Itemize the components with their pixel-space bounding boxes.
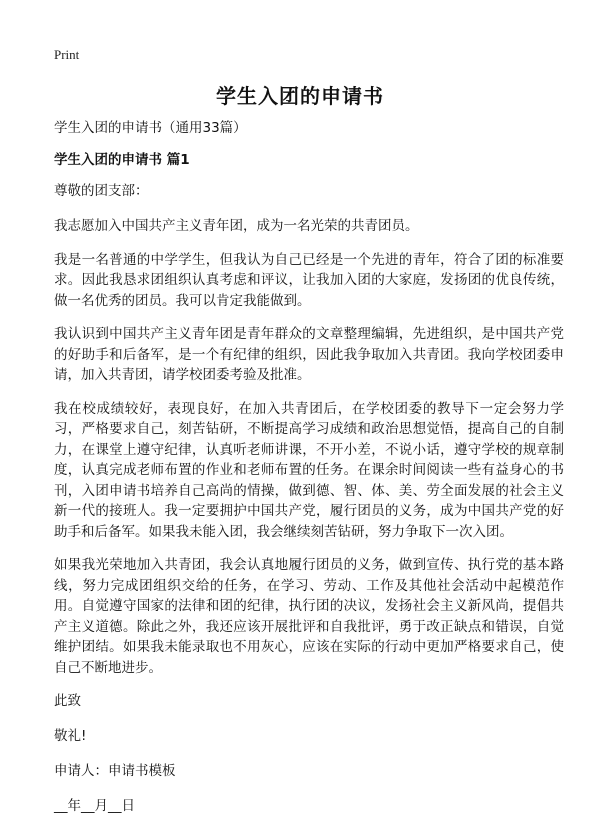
paragraph: 我认识到中国共产主义青年团是青年群众的文章整理编辑，先进组织，是中国共产党的好助手和后备军，是一个有纪律的组织，因此我争取加入共青团。我向学校团委申请，加入共青团，请学校团委考验及批准。 <box>54 326 564 383</box>
date-line: __年__月__日 <box>54 798 135 814</box>
salutation: 尊敬的团支部： <box>54 183 149 199</box>
paragraph: 如果我光荣地加入共青团，我会认真地履行团员的义务，做到宣传、执行党的基本路线，努力完成团组织交给的任务，在学习、劳动、工作及其他社会活动中起模范作用。自觉遵守国家的法律和团的纪律，执行团的决议，发扬社会主义新风尚，提倡共产主义道德。除此之外，我还应该开展批评和自我批评，勇于改正缺点和错误，自觉维护团结。如果我未能录取也不用灰心，应该在实际的行动中更加严格要求自己，使自己不断地进步。 <box>54 557 564 676</box>
applicant-line: 申请人：申请书模板 <box>54 763 176 779</box>
document-body <box>54 119 564 831</box>
document-subtitle: 学生入团的申请书（通用33篇） <box>54 120 247 136</box>
closing: 此致 <box>54 693 81 709</box>
print-link[interactable]: Print <box>54 47 80 62</box>
paragraph: 我志愿加入中国共产主义青年团，成为一名光荣的共青团员。 <box>54 218 419 234</box>
regards: 敬礼! <box>54 728 87 744</box>
document-title: 学生入团的申请书 <box>216 84 384 108</box>
paragraph: 我在校成绩较好，表现良好，在加入共青团后，在学校团委的教导下一定会努力学习，严格要求自己，刻苦钻研，不断提高学习成绩和政治思想觉悟，提高自己的自制力，在课堂上遵守纪律，认真听老师讲课，不开小差，不说小话，遵守学校的规章制度，认真完成老师布置的作业和老师布置的任务。在课余时间阅读一些有益身心的书刊，入团申请书培养自己高尚的情操，做到德、智、体、美、劳全面发展的社会主义新一代的接班人。我一定要拥护中国共产党，履行团员的义务，成为中国共产党的好助手和后备军。如果我未能入团，我会继续刻苦钻研，努力争取下一次入团。 <box>54 400 564 540</box>
paragraph: 我是一名普通的中学学生，但我认为自己已经是一个先进的青年，符合了团的标准要求。因此我恳求团组织认真考虑和评议，让我加入团的大家庭，发扬团的优良传统，做一名优秀的团员。我可以肯定我能做到。 <box>54 251 564 309</box>
article-heading: 学生入团的申请书 篇1 <box>54 152 190 168</box>
